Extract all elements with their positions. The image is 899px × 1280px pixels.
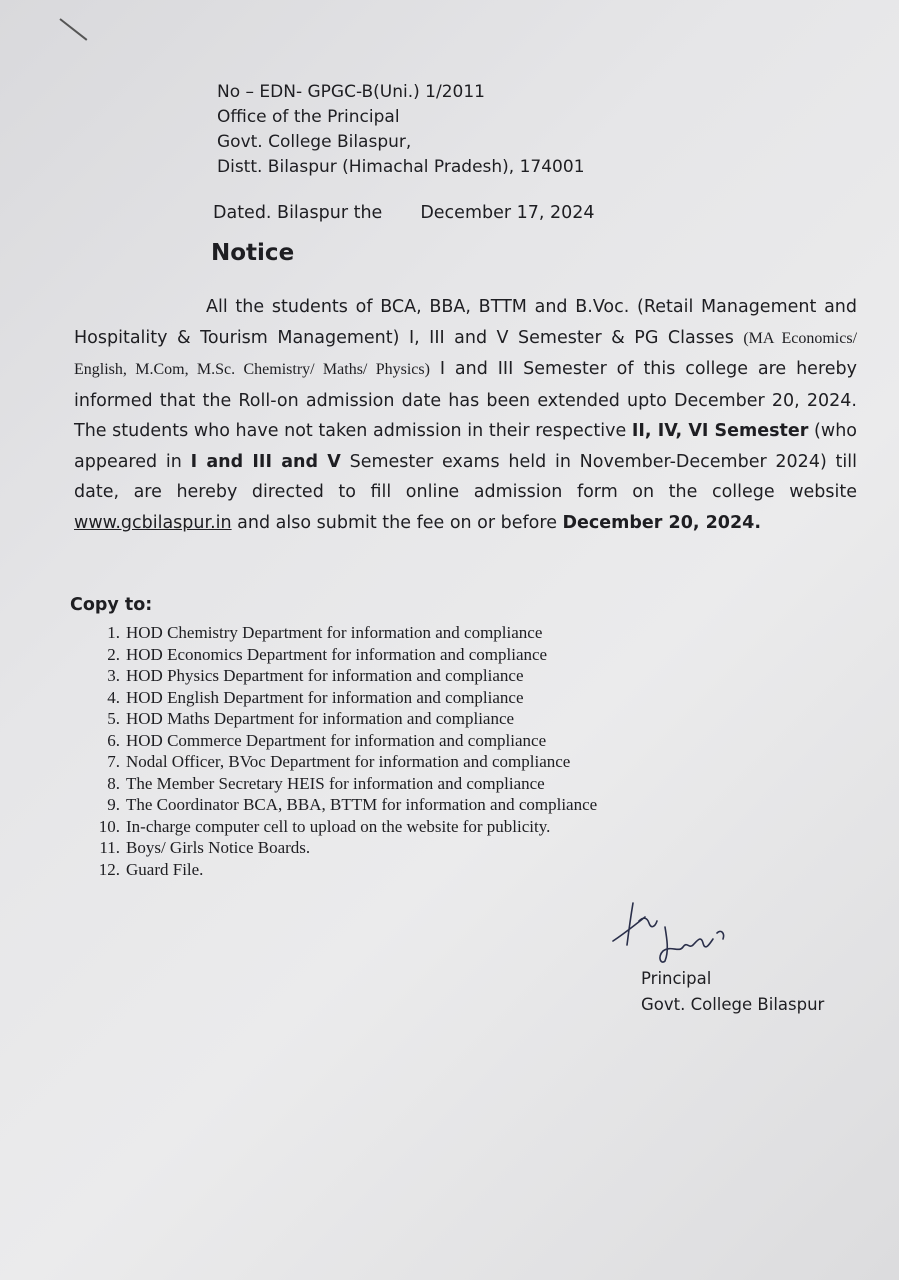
copy-to-heading: Copy to: xyxy=(70,595,153,615)
notice-date: December 17, 2024 xyxy=(420,203,595,223)
office-line: Office of the Principal xyxy=(217,107,400,127)
body-text-3: I and III Semester of this college are hereby informed that the Roll-on admission date has been extended upto December 20, 2024. The students who have not taken admission in their respective xyxy=(74,359,857,441)
dated-line xyxy=(213,203,595,223)
list-item: 10. In-charge computer cell to upload on the website for publicity. xyxy=(98,816,551,836)
list-item: 1. HOD Chemistry Department for information and compliance xyxy=(107,623,543,642)
copy-to-list xyxy=(88,622,597,880)
list-item: 5. HOD Maths Department for information and compliance xyxy=(107,709,515,728)
list-item: 4. HOD English Department for information and compliance xyxy=(107,687,524,707)
body-text-8: and also submit the fee on or before xyxy=(231,512,563,533)
signatory-org: Govt. College Bilaspur xyxy=(641,995,825,1014)
reference-number: No – EDN- GPGC-B(Uni.) 1/2011 xyxy=(217,82,485,102)
notice-body xyxy=(74,292,857,538)
notice-title: Notice xyxy=(211,240,295,266)
address-line: Distt. Bilaspur (Himachal Pradesh), 174001 xyxy=(217,157,585,177)
list-item: 6. HOD Commerce Department for information and compliance xyxy=(107,730,547,750)
body-text-1: All the students of BCA, BBA, BTTM and B.Voc. (Retail Management and Hospitality & Tourism Management) I, III and V Semester & PG Classes xyxy=(74,297,857,348)
body-text-pg-classes: (MA Economics/ English, M.Com, M.Sc. Chemistry/ Maths/ Physics) xyxy=(74,329,858,378)
body-text-7: Semester exams held in November-December 2024) till date, are hereby directed to fill online admission form on the college website xyxy=(74,451,857,502)
list-item: 7. Nodal Officer, BVoc Department for information and compliance xyxy=(107,752,571,771)
letter-header xyxy=(217,80,585,180)
list-item: 12. Guard File. xyxy=(98,859,204,879)
list-item: 3. HOD Physics Department for information and compliance xyxy=(107,666,524,685)
list-item: 9. The Coordinator BCA, BBA, BTTM for information and compliance xyxy=(107,795,598,814)
deadline-date: December 20, 2024. xyxy=(562,512,761,533)
pen-mark xyxy=(59,18,87,41)
body-text-semesters: II, IV, VI Semester xyxy=(631,421,809,441)
list-item: 11. Boys/ Girls Notice Boards. xyxy=(99,838,311,857)
list-item: 2. HOD Economics Department for information and compliance xyxy=(107,644,548,664)
principal-signature xyxy=(605,895,735,975)
college-website-link[interactable]: www.gcbilaspur.in xyxy=(74,512,232,533)
signatory-title: Principal xyxy=(641,969,712,988)
list-item: 8. The Member Secretary HEIS for information and compliance xyxy=(107,773,545,793)
body-text-exam-semesters: I and III and V xyxy=(190,451,341,472)
dated-label: Dated. Bilaspur the xyxy=(213,203,383,223)
body-text-5: (who appeared in xyxy=(74,421,857,472)
college-line: Govt. College Bilaspur, xyxy=(217,132,412,152)
signatory-block xyxy=(641,966,824,1018)
